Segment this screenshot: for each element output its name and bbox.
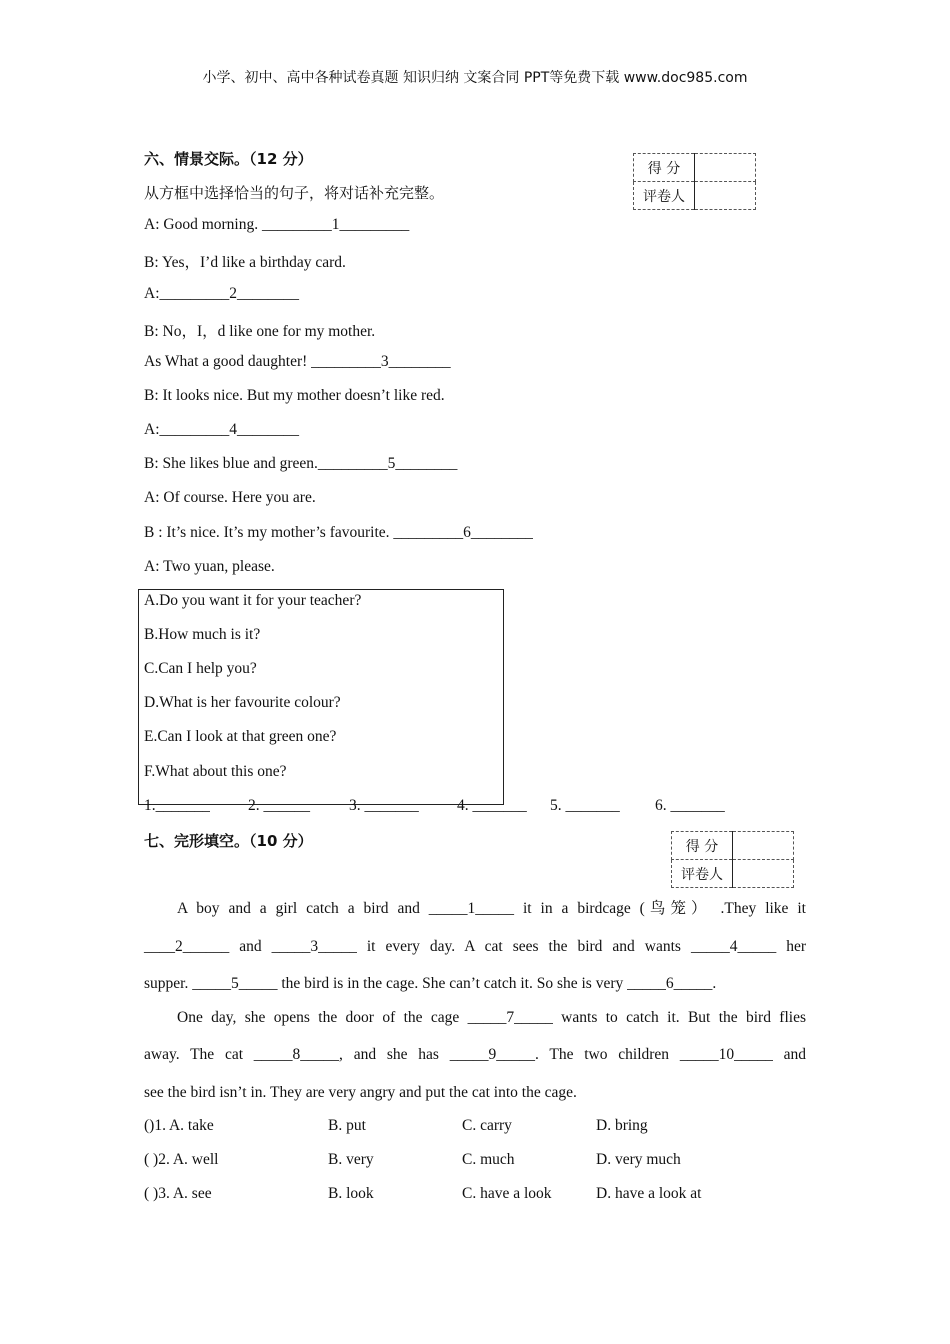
dialogue-line: B: Yes，I’d like a birthday card. xyxy=(144,254,346,271)
dialogue-line: A: Two yuan, please. xyxy=(144,558,275,575)
question-3-option-d[interactable]: D. have a look at xyxy=(596,1185,702,1202)
cloze-paragraph-2-line: away. The cat _____8_____, and she has _____9_____. The two children _____10_____ and xyxy=(144,1046,806,1063)
option-b: B.How much is it? xyxy=(144,626,261,643)
question-2-option-c[interactable]: C. much xyxy=(462,1151,515,1168)
page-header: 小学、初中、高中各种试卷真题 知识归纳 文案合同 PPT等免费下载 www.doc985.com xyxy=(202,70,748,86)
cloze-paragraph-1-line: ____2______ and _____3_____ it every day. A cat sees the bird and wants _____4_____ her xyxy=(144,938,806,955)
option-c: C.Can I help you? xyxy=(144,660,257,677)
score-table-section6 xyxy=(633,153,756,210)
grader-label: 评卷人 xyxy=(634,182,695,210)
answer-blank-4[interactable]: 4. _______ xyxy=(457,797,527,814)
dialogue-line: A:_________4________ xyxy=(144,421,299,438)
grader-value-field[interactable] xyxy=(695,182,756,210)
score-label: 得 分 xyxy=(672,832,733,860)
question-1-option-d[interactable]: D. bring xyxy=(596,1117,648,1134)
answer-blank-3[interactable]: 3. _______ xyxy=(349,797,419,814)
score-label: 得 分 xyxy=(634,154,695,182)
dialogue-line: B: It looks nice. But my mother doesn’t like red. xyxy=(144,387,445,404)
dialogue-line: B : It’s nice. It’s my mother’s favourite. _________6________ xyxy=(144,524,533,541)
dialogue-line: A: Good morning. _________1_________ xyxy=(144,216,410,233)
cloze-paragraph-1-line: A boy and a girl catch a bird and _____1_____ it in a birdcage (鸟笼） .They like it xyxy=(177,900,806,917)
section6-instruction: 从方框中选择恰当的句子，将对话补充完整。 xyxy=(144,184,445,202)
grader-value-field[interactable] xyxy=(733,860,794,888)
question-2-stem[interactable]: ( )2. A. well xyxy=(144,1151,219,1168)
dialogue-line: B: She likes blue and green._________5________ xyxy=(144,455,458,472)
option-f: F.What about this one? xyxy=(144,763,287,780)
score-table-section7 xyxy=(671,831,794,888)
question-3-stem[interactable]: ( )3. A. see xyxy=(144,1185,212,1202)
answer-blank-1[interactable]: 1._______ xyxy=(144,797,210,814)
question-3-option-b[interactable]: B. look xyxy=(328,1185,374,1202)
score-value-field[interactable] xyxy=(695,154,756,182)
question-1-stem[interactable]: ()1. A. take xyxy=(144,1117,214,1134)
question-1-option-c[interactable]: C. carry xyxy=(462,1117,512,1134)
dialogue-line: As What a good daughter! _________3________ xyxy=(144,353,451,370)
dialogue-line: A: Of course. Here you are. xyxy=(144,489,316,506)
answer-blank-6[interactable]: 6. _______ xyxy=(655,797,725,814)
answer-blank-2[interactable]: 2. ______ xyxy=(248,797,310,814)
score-value-field[interactable] xyxy=(733,832,794,860)
option-e: E.Can I look at that green one? xyxy=(144,728,337,745)
question-3-option-c[interactable]: C. have a look xyxy=(462,1185,552,1202)
question-2-option-b[interactable]: B. very xyxy=(328,1151,374,1168)
cloze-paragraph-2-line: see the bird isn’t in. They are very angry and put the cat into the cage. xyxy=(144,1084,577,1101)
option-d: D.What is her favourite colour? xyxy=(144,694,341,711)
question-1-option-b[interactable]: B. put xyxy=(328,1117,366,1134)
dialogue-line: A:_________2________ xyxy=(144,285,299,302)
answer-blank-5[interactable]: 5. _______ xyxy=(550,797,620,814)
grader-label: 评卷人 xyxy=(672,860,733,888)
section7-title: 七、完形填空。（10 分） xyxy=(144,832,313,850)
cloze-paragraph-1-line: supper. _____5_____ the bird is in the cage. She can’t catch it. So she is very _____6_____. xyxy=(144,975,717,992)
question-2-option-d[interactable]: D. very much xyxy=(596,1151,681,1168)
cloze-paragraph-2-line: One day, she opens the door of the cage _____7_____ wants to catch it. But the bird flies xyxy=(177,1009,806,1026)
option-a: A.Do you want it for your teacher? xyxy=(144,592,362,609)
dialogue-line: B: No，I，d like one for my mother. xyxy=(144,323,376,340)
section6-title: 六、情景交际。（12 分） xyxy=(144,150,313,168)
